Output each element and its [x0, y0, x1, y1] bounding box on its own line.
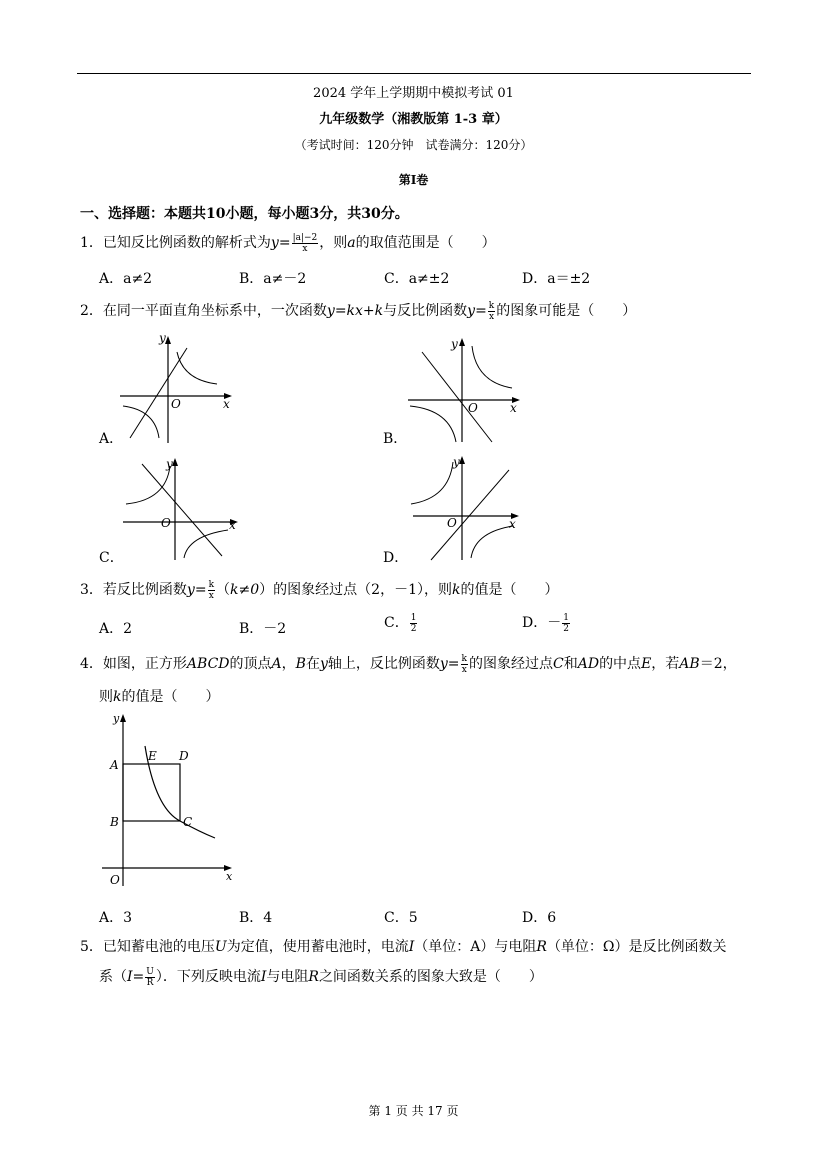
- x-label: x: [229, 518, 236, 532]
- q4-option-c: C．5: [384, 910, 418, 926]
- q3-option-d-fraction: $\frac{1}{2}$: [563, 612, 569, 634]
- page-footer: 第 1 页 共 17 页: [368, 1104, 459, 1118]
- q3-option-c-fraction: $\frac{1}{2}$: [410, 612, 417, 634]
- hyperbola-branch: [410, 406, 456, 442]
- question-4-line2: 则k的值是（ ）: [99, 689, 220, 705]
- q2-label-b: B．: [383, 431, 408, 447]
- hyperbola-branch: [472, 346, 512, 388]
- origin-label: O: [447, 516, 457, 530]
- q4-option-a: A．3: [99, 910, 133, 926]
- q1-option-c: C．a≠±2: [384, 271, 450, 287]
- y-axis-arrow: [172, 458, 178, 466]
- linear-line: [422, 352, 492, 442]
- linear-line: [130, 348, 187, 438]
- q3-option-c: C． $\frac{1}{2}$: [384, 612, 417, 634]
- hyperbola-branch: [177, 352, 217, 384]
- q2-graph-b: [400, 334, 530, 446]
- question-5: 5．已知蓄电池的电压U为定值，使用蓄电池时，电流I（单位：A）与电阻R（单位：Ω）是反比例函数关: [80, 939, 727, 955]
- q3-option-d: D．－ $\frac{1}{2}$: [522, 612, 569, 634]
- point-a-label: A: [110, 758, 119, 772]
- hyperbola-branch: [471, 526, 513, 558]
- q2-label-c: C．: [99, 550, 124, 566]
- question-5-line2: 系（I= $\frac{U}{R}$ ）．下列反映电流I与电阻R之间函数关系的图象大致是（ ）: [99, 966, 543, 988]
- y-label: y: [113, 712, 120, 725]
- hyperbola-branch: [411, 462, 453, 504]
- q3-fraction: $\frac{k}{x}$: [208, 579, 215, 601]
- y-axis-arrow: [459, 338, 465, 346]
- q2-graph-d: [405, 452, 535, 564]
- q2-graph-a: [115, 328, 245, 446]
- question-1: 1．已知反比例函数的解析式为y= $\frac{|a|-2}{x}$ ，则a的取值范围是（ ）: [80, 232, 496, 254]
- exam-info: （考试时间：120分钟 试卷满分：120分）: [294, 138, 533, 152]
- q3-option-b: B．－2: [239, 621, 287, 637]
- q3-option-a: A．2: [99, 621, 133, 637]
- q4-figure: [100, 708, 240, 893]
- point-c-label: C: [183, 815, 193, 829]
- origin-label: O: [171, 397, 181, 411]
- y-axis-arrow: [459, 456, 465, 464]
- q4-option-d: D．6: [522, 910, 557, 926]
- q2-fraction: $\frac{k}{x}$: [488, 300, 495, 322]
- linear-line: [142, 464, 222, 556]
- hyperbola-branch: [184, 530, 228, 558]
- origin-label: O: [161, 516, 171, 530]
- section-heading: 一、选择题：本题共10小题，每小题3分，共30分。: [80, 206, 409, 222]
- q5-fraction: $\frac{U}{R}$: [146, 966, 154, 988]
- q4-fraction: $\frac{k}{x}$: [461, 653, 467, 675]
- y-label: y: [453, 455, 460, 469]
- x-label: x: [509, 517, 516, 531]
- q2-graph-c: [118, 452, 248, 564]
- volume-label: 第Ⅰ卷: [398, 173, 429, 187]
- x-label: x: [223, 397, 230, 411]
- x-label: x: [510, 401, 517, 415]
- hyperbola-branch: [126, 466, 170, 504]
- x-label: x: [226, 870, 233, 883]
- exam-subject: 九年级数学（湘教版第 1-3 章）: [319, 112, 508, 127]
- q2-label-d: D．: [383, 550, 409, 566]
- question-4: 4．如图，正方形ABCD的顶点A，B在y轴上，反比例函数y= $\frac{k}{x}$ 的图象经过点C和AD的中点E，若AB＝2，: [80, 653, 737, 675]
- question-2: 2．在同一平面直角坐标系中，一次函数y=kx+k与反比例函数y= $\frac{k}{x}$ 的图象可能是（ ）: [80, 300, 637, 322]
- origin-label: O: [468, 401, 478, 415]
- linear-line: [431, 470, 509, 560]
- q1-fraction: $\frac{|a|-2}{x}$: [292, 232, 318, 254]
- origin-label: O: [110, 873, 120, 887]
- y-label: y: [159, 331, 166, 345]
- q1-option-b: B．a≠－2: [239, 271, 307, 287]
- q1-option-d: D．a＝±2: [522, 271, 591, 287]
- y-axis-arrow: [120, 714, 126, 722]
- header-rule: [77, 73, 751, 74]
- point-d-label: D: [179, 749, 189, 763]
- exam-title: 2024 学年上学期期中模拟考试 01: [313, 86, 514, 101]
- y-label: y: [166, 457, 173, 471]
- square-abcd: [123, 764, 180, 821]
- question-3: 3．若反比例函数y= $\frac{k}{x}$ （k≠0）的图象经过点（2，－1），则k的值是（ ）: [80, 579, 559, 601]
- point-b-label: B: [110, 815, 119, 829]
- q2-label-a: A．: [99, 431, 124, 447]
- y-axis-arrow: [165, 336, 171, 344]
- point-e-label: E: [148, 749, 157, 763]
- hyperbola-branch: [123, 406, 159, 438]
- q1-option-a: A．a≠2: [99, 271, 153, 287]
- q4-option-b: B．4: [239, 910, 273, 926]
- y-label: y: [451, 337, 458, 351]
